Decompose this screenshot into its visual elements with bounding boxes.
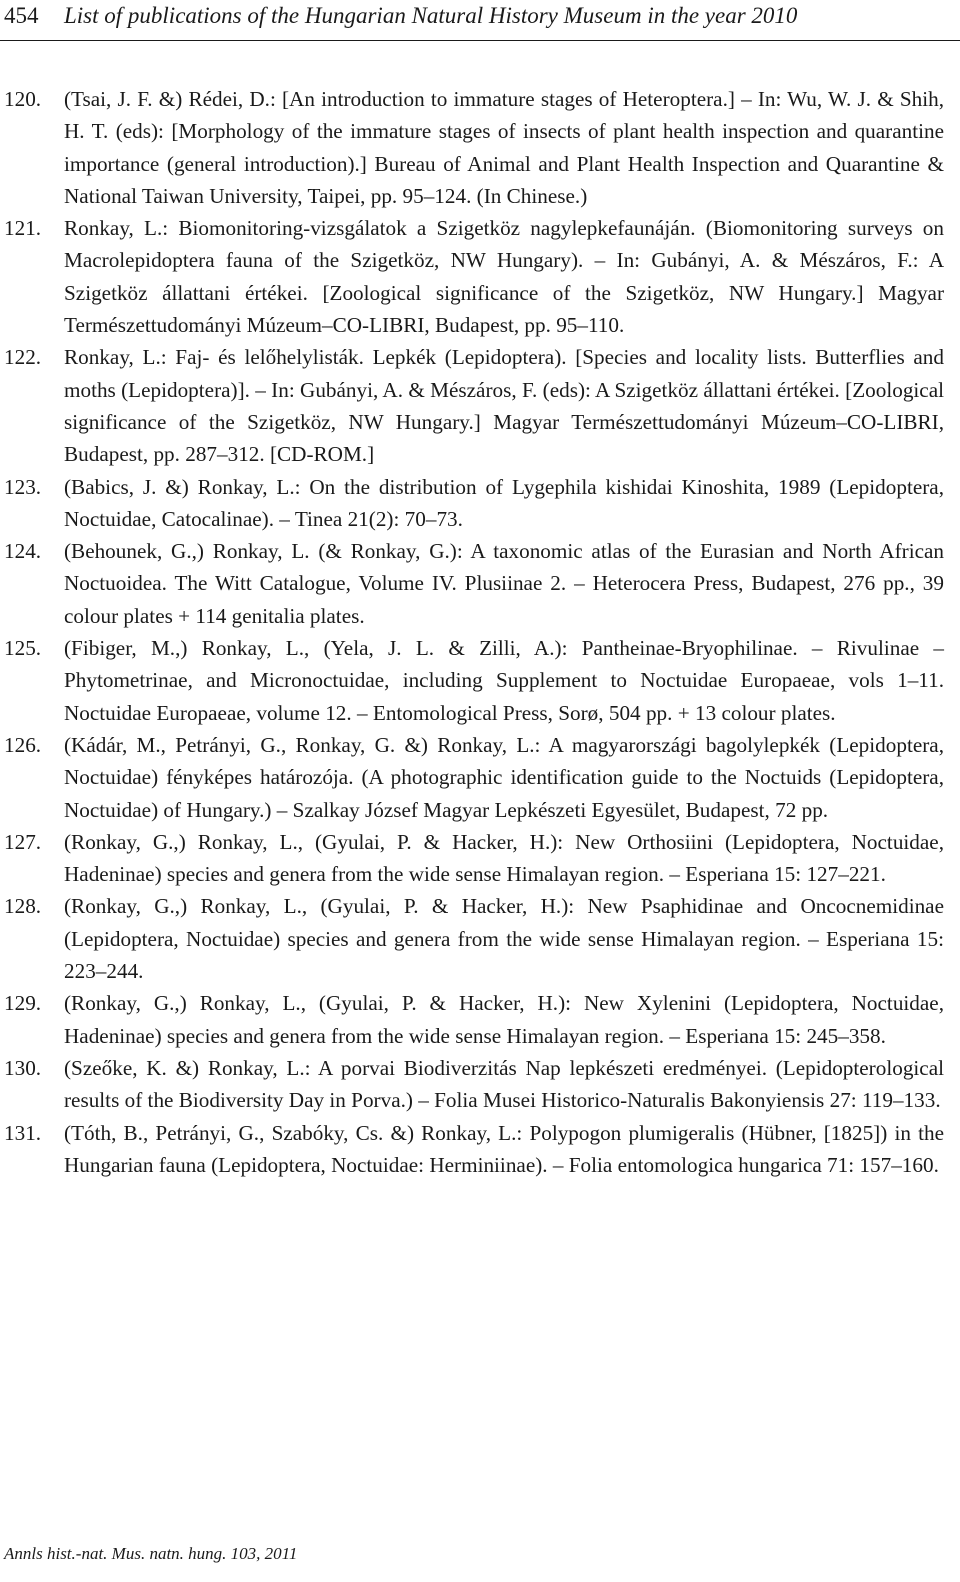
entry-text: Ronkay, L.: Biomonitoring-vizsgálatok a Szigetköz nagylepkefaunáján. (Biomonitoring surveys on Macrolepidoptera fauna of the Szigetköz, NW Hungary). – In: Gubányi, A. & Mészáros, F.: A Szigetköz állattani értékei. [Zoological significance of the Szigetköz, NW Hungary.] Magyar Természettudományi Múzeum–CO-LIBRI, Budapest, pp. 95–110. <box>64 216 944 338</box>
entry-number: 129. <box>4 991 42 1016</box>
entry-text: (Tsai, J. F. &) Rédei, D.: [An introduction to immature stages of Heteroptera.] – In: Wu, W. J. & Shih, H. T. (eds): [Morphology of the immature stages of insects of plant health inspection and quarantine importance (general introduction).] Bureau of Animal and Plant Health Inspection and Quarantine & National Taiwan University, Taipei, pp. 95–124. (In Chinese.) <box>64 87 944 208</box>
publication-entry-130 <box>0 1052 960 1117</box>
entry-text: (Kádár, M., Petrányi, G., Ronkay, G. &) Ronkay, L.: A magyarországi bagolylepkék (Lepidoptera, Noctuidae) fényképes határozója. (A photographic identification guide to the Noctuids (Lepidoptera, Noctuidae) of Hungary.) – Szalkay József Magyar Lepkészeti Egyesület, Budapest, 72 pp. <box>64 732 944 822</box>
entry-text: (Ronkay, G.,) Ronkay, L., (Gyulai, P. & Hacker, H.): New Psaphidinae and Oncocnemidinae (Lepidoptera, Noctuidae) species and genera from the wide sense Himalayan region. – Esperiana 15: 223–244. <box>64 894 944 984</box>
running-header <box>0 0 960 44</box>
header-title: List of publications of the Hungarian Natural History Museum in the year 2010 <box>64 3 798 28</box>
entry-text: (Ronkay, G.,) Ronkay, L., (Gyulai, P. & Hacker, H.): New Orthosiini (Lepidoptera, Noctuidae, Hadeninae) species and genera from the wide sense Himalayan region. – Esperiana 15: 127–221. <box>64 829 944 887</box>
entry-text: (Szeőke, K. &) Ronkay, L.: A porvai Biodiverzitás Nap lepkészeti eredményei. (Lepidopterological results of the Biodiversity Day in Porva.) – Folia Musei Historico-Naturalis Bakonyiensis 27: 119–133. <box>64 1055 944 1113</box>
entry-text: (Tóth, B., Petrányi, G., Szabóky, Cs. &) Ronkay, L.: Polypogon plumigeralis (Hübner, [1825]) in the Hungarian fauna (Lepidoptera, Noctuidae: Herminiinae). – Folia entomologica hungarica 71: 157–160. <box>64 1120 944 1177</box>
publication-entry-120 <box>0 83 960 212</box>
publication-entry-131 <box>0 1117 960 1182</box>
publication-entry-121 <box>0 212 960 341</box>
entry-number: 131. <box>4 1120 42 1145</box>
entry-text: Ronkay, L.: Faj- és lelőhelylisták. Lepkék (Lepidoptera). [Species and locality lists. Butterflies and moths (Lepidoptera)]. – In: Gubányi, A. & Mészáros, F. (eds): A Szigetköz állattani értékei. [Zoological significance of the Szigetköz, NW Hungary.] Magyar Természettudományi Múzeum–CO-LIBRI, Budapest, pp. 287–312. [CD-ROM.] <box>64 345 944 467</box>
entry-number: 120. <box>4 87 42 111</box>
entry-text: (Ronkay, G.,) Ronkay, L., (Gyulai, P. & Hacker, H.): New Xylenini (Lepidoptera, Noctuidae, Hadeninae) species and genera from the wide sense Himalayan region. – Esperiana 15: 245–358. <box>64 991 944 1048</box>
entry-text: (Babics, J. &) Ronkay, L.: On the distribution of Lygephila kishidai Kinoshita, 1989 (Lepidoptera, Noctuidae, Catocalinae). – Tinea 21(2): 70–73. <box>64 474 944 531</box>
page-number: 454 <box>4 3 39 28</box>
entry-number: 121. <box>4 216 42 241</box>
header-rule <box>0 40 960 41</box>
entry-number: 125. <box>4 636 42 661</box>
entry-text: (Fibiger, M.,) Ronkay, L., (Yela, J. L. & Zilli, A.): Pantheinae-Bryophilinae. – Rivulinae – Phytometrinae, and Micronoctuidae, including Supplement to Noctuidae Europaeae, vols 1–11. Noctuidae Europaeae, volume 12. – Entomological Press, Sorø, 504 pp. + 13 colour plates. <box>64 636 944 725</box>
publication-entry-126 <box>0 729 960 826</box>
entry-number: 123. <box>4 474 42 499</box>
publication-entry-122 <box>0 341 960 470</box>
publication-entry-127 <box>0 826 960 891</box>
entry-number: 124. <box>4 539 42 564</box>
entry-number: 130. <box>4 1055 42 1080</box>
entry-number: 126. <box>4 732 42 757</box>
entry-text: (Behounek, G.,) Ronkay, L. (& Ronkay, G.): A taxonomic atlas of the Eurasian and North African Noctuoidea. The Witt Catalogue, Volume IV. Plusiinae 2. – Heterocera Press, Budapest, 276 pp., 39 colour plates + 114 genitalia plates. <box>64 539 944 628</box>
journal-footer: Annls hist.-nat. Mus. natn. hung. 103, 2011 <box>4 1544 298 1563</box>
publication-entry-128 <box>0 890 960 987</box>
publication-entry-124 <box>0 535 960 632</box>
publication-entry-129 <box>0 987 960 1052</box>
publication-list <box>0 83 960 1181</box>
entry-number: 127. <box>4 829 42 854</box>
publication-entry-123 <box>0 471 960 536</box>
entry-number: 122. <box>4 345 42 370</box>
publication-entry-125 <box>0 632 960 729</box>
entry-number: 128. <box>4 894 42 919</box>
